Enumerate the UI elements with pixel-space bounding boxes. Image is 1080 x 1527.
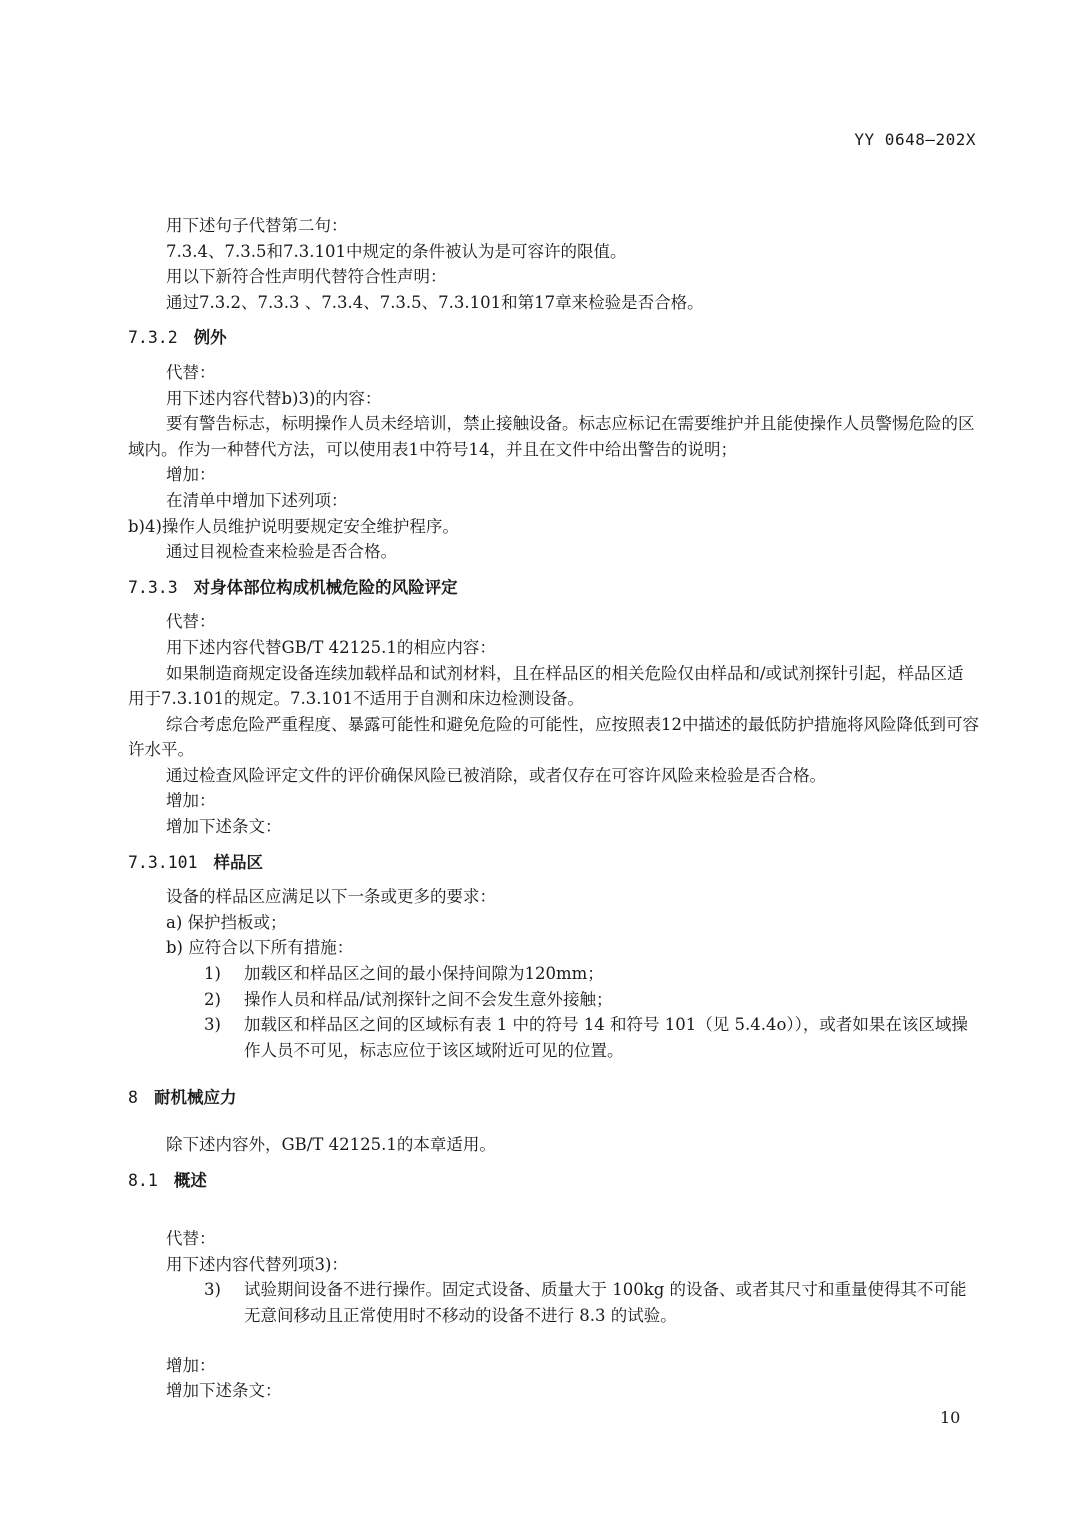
section-number: 8 [128, 1088, 138, 1108]
section-title: 对身体部位构成机械危险的风险评定 [193, 577, 458, 597]
paragraph: 增加： [166, 465, 216, 485]
document-code: YY 0648—202X [854, 130, 976, 149]
paragraph: 代替： [166, 1229, 216, 1249]
sub-item-text: 试验期间设备不进行操作。固定式设备、质量大于 100kg 的设备、或者其尺寸和重量使得其不可能无意间移动且正常使用时不移动的设备不进行 8.3 的试验。 [244, 1280, 967, 1325]
sub-item-number: 2) [204, 989, 221, 1009]
paragraph: 设备的样品区应满足以下一条或更多的要求： [166, 887, 496, 907]
page-number: 10 [940, 1408, 961, 1427]
paragraph: 增加下述条文： [166, 817, 282, 837]
section-title: 样品区 [213, 852, 264, 872]
sub-list-item [204, 1012, 980, 1063]
section-heading-7-3-2 [128, 325, 980, 351]
section-number: 7.3.101 [128, 852, 198, 872]
paragraph: 代替： [166, 362, 216, 382]
sub-list-item [204, 987, 980, 1013]
sub-item-text: 操作人员和样品/试剂探针之间不会发生意外接触； [244, 989, 613, 1009]
paragraph: 通过目视检查来检验是否合格。 [166, 542, 397, 562]
paragraph: 除下述内容外，GB/T 42125.1的本章适用。 [166, 1135, 496, 1154]
paragraph: 用下述内容代替b)3)的内容： [166, 388, 382, 408]
paragraph: 综合考虑危险严重程度、暴露可能性和避免危险的可能性，应按照表12中描述的最低防护措施将风险降低到可容许水平。 [128, 714, 979, 760]
paragraph: 通过检查风险评定文件的评价确保风险已被消除，或者仅存在可容许风险来检验是否合格。 [166, 765, 826, 785]
paragraph: 增加： [166, 791, 216, 811]
sub-item-number: 3) [204, 1015, 221, 1035]
sub-item-text: 加载区和样品区之间的区域标有表 1 中的符号 14 和符号 101（见 5.4.4o）），或者如果在该区域操作人员不可见，标志应位于该区域附近可见的位置。 [244, 1015, 968, 1060]
section-number: 7.3.2 [128, 328, 178, 348]
paragraph: 用下述句子代替第二句： [166, 216, 348, 235]
section-heading-8 [128, 1085, 980, 1111]
section-number: 7.3.3 [128, 577, 178, 597]
section-number: 8.1 [128, 1170, 158, 1190]
section-title: 概述 [173, 1170, 207, 1190]
list-item: b) 应符合以下所有措施： [166, 938, 354, 958]
paragraph: 要有警告标志，标明操作人员未经培训，禁止接触设备。标志应标记在需要维护并且能使操作人员警惕危险的区域内。作为一种替代方法，可以使用表1中符号14，并且在文件中给出警告的说明； [128, 414, 975, 459]
section-title: 耐机械应力 [153, 1088, 237, 1108]
section-heading-7-3-101 [128, 850, 980, 876]
paragraph: 如果制造商规定设备连续加载样品和试剂材料，且在样品区的相关危险仅由样品和/或试剂探针引起，样品区适用于7.3.101的规定。7.3.101不适用于自测和床边检测设备。 [128, 663, 964, 709]
list-item: b)4)操作人员维护说明要规定安全维护程序。 [128, 516, 459, 536]
sub-list-item [204, 961, 980, 987]
sub-item-number: 1) [204, 964, 221, 984]
sub-item-text: 加载区和样品区之间的最小保持间隙为120mm； [244, 964, 604, 984]
paragraph: 增加： [166, 1355, 216, 1375]
section-title: 例外 [193, 328, 227, 348]
paragraph: 通过7.3.2、7.3.3 、7.3.4、7.3.5、7.3.101和第17章来检验是否合格。 [166, 292, 704, 312]
paragraph: 用以下新符合性声明代替符合性声明： [166, 267, 447, 287]
paragraph: 用下述内容代替列项3)： [166, 1254, 348, 1274]
paragraph: 用下述内容代替GB/T 42125.1的相应内容： [166, 637, 496, 657]
section-heading-7-3-3 [128, 575, 980, 601]
document-body [128, 213, 980, 1404]
paragraph: 代替： [166, 612, 216, 632]
sub-list-item [204, 1277, 980, 1328]
paragraph: 在清单中增加下述列项： [166, 490, 348, 510]
paragraph: 增加下述条文： [166, 1381, 282, 1401]
sub-item-number: 3) [204, 1280, 221, 1300]
paragraph: 7.3.4、7.3.5和7.3.101中规定的条件被认为是可容许的限值。 [166, 241, 627, 261]
section-heading-8-1 [128, 1168, 980, 1194]
list-item: a) 保护挡板或； [166, 912, 287, 932]
